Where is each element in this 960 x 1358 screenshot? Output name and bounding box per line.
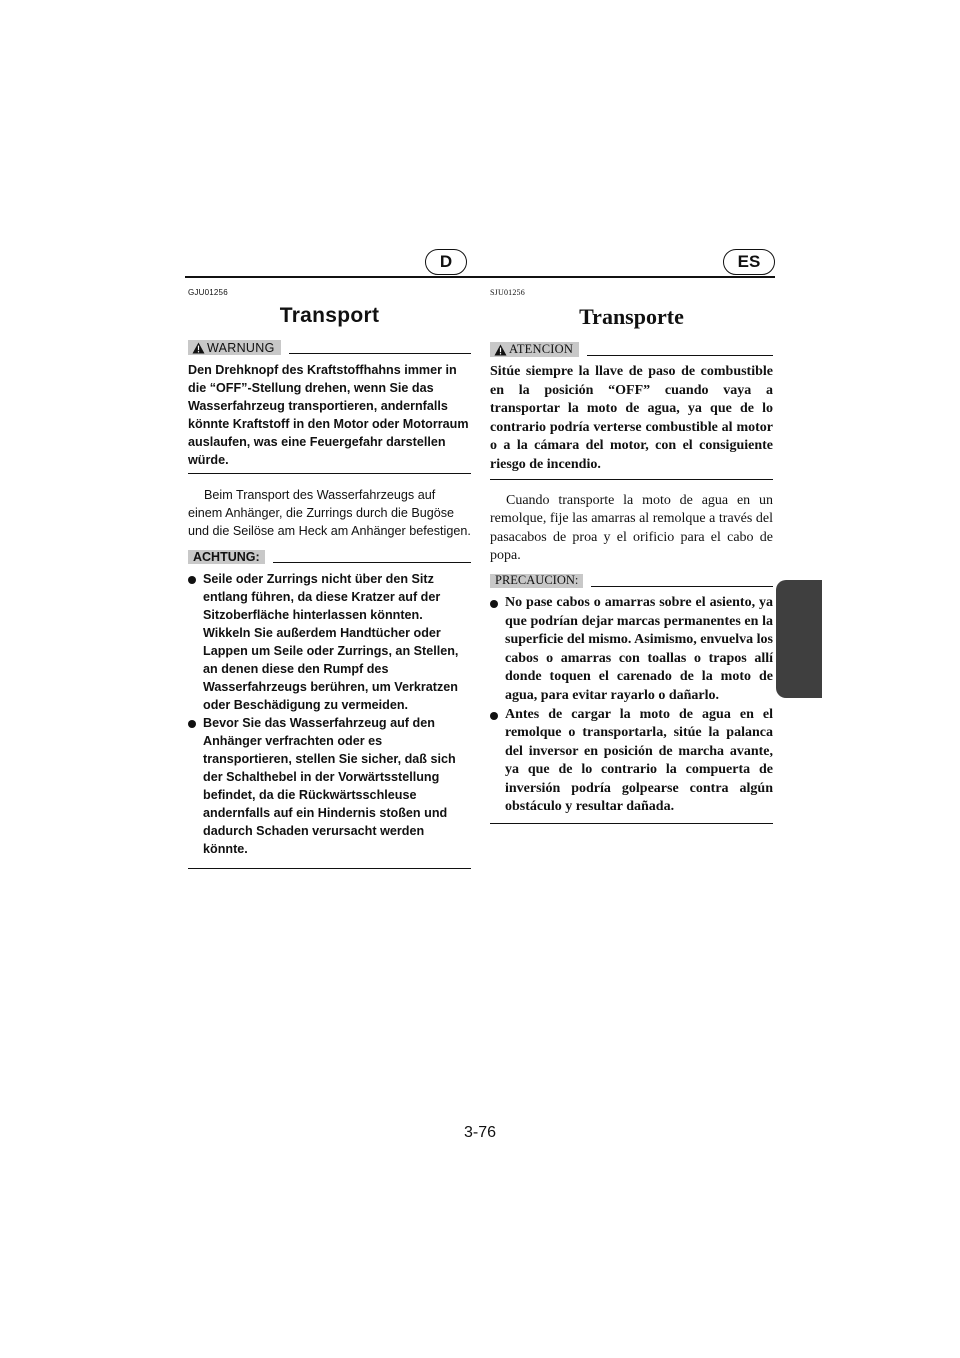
page-number: 3-76 (463, 1124, 497, 1141)
bullet-icon (188, 720, 196, 728)
caution-rule (273, 562, 471, 563)
warning-text: Sitúe siempre la llave de paso de combustible en la posición “OFF” cuando vaya a transportar la moto de agua, ya que de lo contrario podría verterse combustible al motor o a la cámara del motor, con el consiguiente riesgo de incendio. (490, 363, 773, 480)
list-item: Seile oder Zurrings nicht über den Sitz entlang führen, da diese Kratzer auf der Sitzoberfläche hinterlassen könnten. Wikkeln Sie außerdem Handtücher oder Lappen um Seile oder Zurrings, an Stellen, an denen diese den Rumpf des Wasserfahrzeugs berühren, um Verkratzen oder Beschädigung zu vermeiden. (188, 570, 471, 714)
body-paragraph: Cuando transporte la moto de agua en un remolque, fije las amarras al remolque a través del pasacabos de proa y el orificio para el cabo de popa. (490, 492, 773, 564)
spanish-column (490, 288, 773, 824)
list-item: Antes de cargar la moto de agua en el remolque o transportarla, sitúe la palanca del inversor en posición de marcha avante, ya que de lo contrario la compuerta de inversión podría golpearse contra algún obstáculo y resultar dañada. (490, 706, 773, 818)
warning-label: ATENCION (509, 342, 574, 356)
caution-label: ACHTUNG: (193, 550, 260, 564)
bullet-icon (490, 600, 498, 608)
warning-rule (289, 353, 471, 354)
caution-tag (188, 550, 265, 564)
section-code: SJU01256 (490, 288, 525, 297)
list-item: Bevor Sie das Wasserfahrzeug auf den Anhänger verfrachten oder es transportieren, stellen Sie sicher, daß sich der Schalthebel in der Vorwärtsstellung befindet, da die Rückwärtsschleuse andernfalls auf ein Hindernis stoßen und dadurch Schaden verursacht werden könnte. (188, 714, 471, 858)
warning-tag (490, 342, 579, 357)
bullet-icon (490, 712, 498, 720)
caution-label: PRECAUCION: (495, 573, 579, 588)
body-paragraph: Beim Transport des Wasserfahrzeugs auf einem Anhänger, die Zurrings durch die Bugöse und die Seilöse am Heck am Anhänger befestigen. (188, 488, 471, 538)
caution-list (490, 594, 773, 824)
caution-header (490, 574, 773, 588)
header-rule (185, 276, 775, 278)
german-column (188, 288, 471, 869)
warning-rule (587, 355, 773, 356)
caution-header (188, 550, 471, 564)
caution-list (188, 570, 471, 869)
warning-label: WARNUNG (207, 340, 275, 355)
warning-text: Den Drehknopf des Kraftstoffhahns immer in die “OFF”-Stellung drehen, wenn Sie das Wasserfahrzeug transportieren, andernfalls könnte Kraftstoff in den Motor oder Motorraum auslaufen, was eine Feuergefahr darstellen würde. (188, 361, 471, 474)
section-code: GJU01256 (188, 288, 228, 297)
chapter-tab (776, 580, 822, 698)
section-title: Transport (279, 304, 380, 327)
language-badge-spanish: ES (723, 249, 775, 275)
caution-tag (490, 574, 583, 588)
warning-triangle-icon (192, 342, 205, 354)
caution-rule (591, 586, 773, 587)
warning-header (188, 340, 471, 355)
language-badge-german: D (425, 249, 467, 275)
warning-header (490, 342, 773, 357)
section-title: Transporte (579, 304, 684, 329)
warning-tag (188, 340, 281, 355)
list-item: No pase cabos o amarras sobre el asiento, ya que podrían dejar marcas permanentes en la superficie del mismo. Asimismo, envuelva los cabos o amarras con toallas o trapos allí donde toquen el carenado de la moto de agua, para evitar rayarlo o dañarlo. (490, 594, 773, 706)
warning-triangle-icon (494, 344, 507, 356)
bullet-icon (188, 576, 196, 584)
